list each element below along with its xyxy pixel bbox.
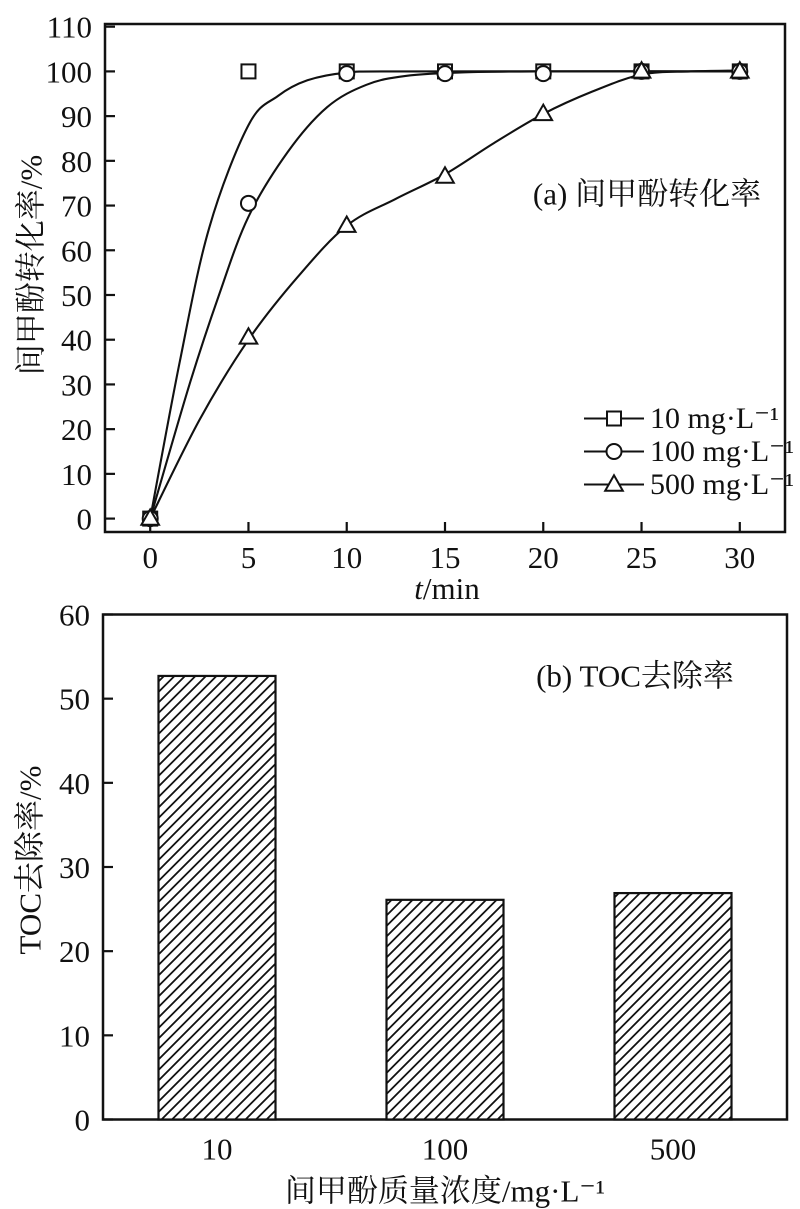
- svg-text:60: 60: [59, 597, 90, 633]
- panel-b-title: (b) TOC去除率: [536, 658, 734, 694]
- svg-text:30: 30: [724, 540, 756, 575]
- svg-text:50: 50: [61, 277, 92, 313]
- svg-text:0: 0: [74, 1102, 90, 1138]
- panel-a-ylabel: 间甲酚转化率/%: [13, 154, 49, 376]
- panel-a-xlabel-variable: t: [414, 571, 423, 606]
- legend-circle-marker-icon: [583, 435, 645, 468]
- svg-text:60: 60: [61, 233, 92, 269]
- svg-text:110: 110: [46, 9, 92, 45]
- svg-text:0: 0: [76, 501, 92, 537]
- svg-text:70: 70: [61, 188, 92, 224]
- legend-item-10mg: [583, 402, 794, 435]
- svg-text:10: 10: [201, 1131, 233, 1167]
- svg-text:100: 100: [45, 54, 92, 90]
- legend-square-marker-icon: [583, 402, 645, 435]
- svg-text:15: 15: [429, 540, 461, 575]
- svg-text:10: 10: [61, 456, 92, 492]
- svg-text:20: 20: [527, 540, 559, 575]
- legend: [583, 402, 794, 501]
- legend-label-10mg: 10 mg·L⁻¹: [650, 402, 779, 435]
- legend-triangle-marker-icon: [583, 468, 645, 501]
- svg-text:10: 10: [331, 540, 363, 575]
- panel-b-xlabel: 间甲酚质量浓度/mg·L⁻¹: [284, 1173, 606, 1209]
- bar-500: [615, 893, 732, 1119]
- panel-b-ylabel: TOC去除率/%: [12, 765, 48, 955]
- svg-text:0: 0: [142, 540, 158, 575]
- panel-a-xlabel-unit: /min: [422, 571, 480, 606]
- legend-label-100mg: 100 mg·L⁻¹: [650, 435, 794, 468]
- panel-a-xlabel: [414, 571, 479, 607]
- legend-item-500mg: [583, 468, 794, 501]
- bar-100: [387, 900, 504, 1120]
- svg-text:100: 100: [421, 1131, 469, 1167]
- svg-text:25: 25: [626, 540, 658, 575]
- svg-text:20: 20: [59, 934, 90, 970]
- svg-text:40: 40: [61, 322, 92, 358]
- svg-text:10: 10: [59, 1018, 90, 1054]
- svg-text:50: 50: [59, 681, 90, 717]
- legend-item-100mg: [583, 435, 794, 468]
- svg-text:40: 40: [59, 765, 90, 801]
- bar-10: [159, 676, 276, 1120]
- svg-text:90: 90: [61, 99, 92, 135]
- svg-text:80: 80: [61, 143, 92, 179]
- legend-label-500mg: 500 mg·L⁻¹: [650, 468, 794, 501]
- svg-text:20: 20: [61, 412, 92, 448]
- svg-text:30: 30: [59, 850, 90, 885]
- panel-a-title: (a) 间甲酚转化率: [532, 176, 762, 212]
- svg-text:500: 500: [649, 1131, 697, 1167]
- svg-text:5: 5: [240, 540, 257, 575]
- svg-text:30: 30: [61, 367, 92, 403]
